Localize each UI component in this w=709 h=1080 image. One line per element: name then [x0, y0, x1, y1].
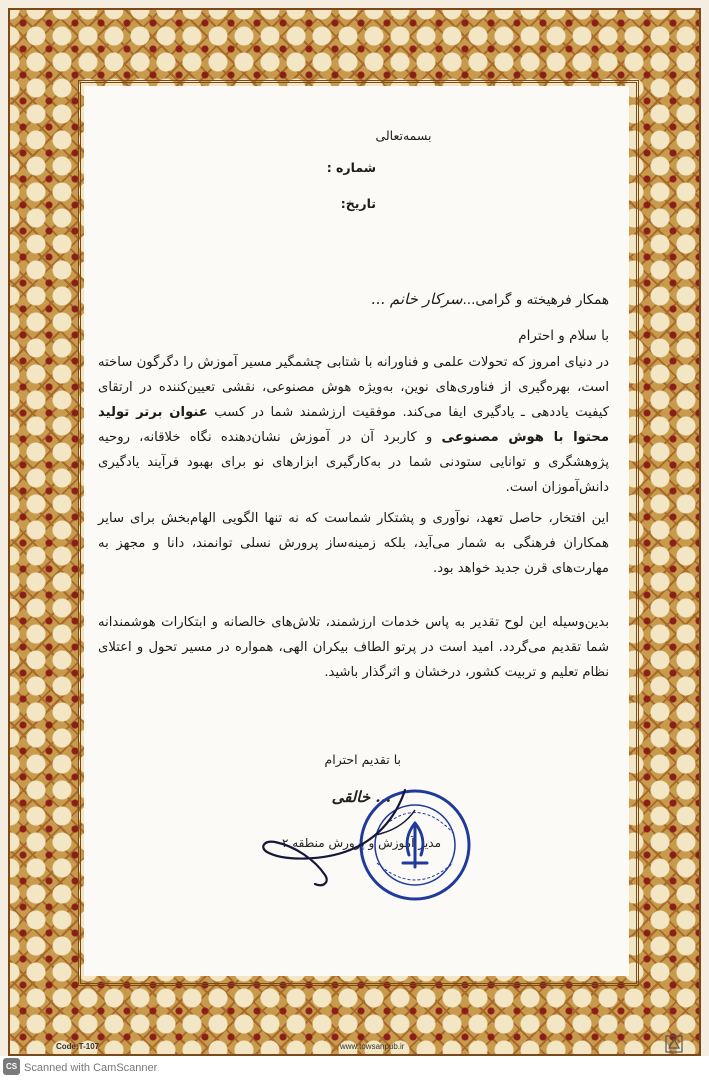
signer-name: ... خالقی [331, 788, 391, 806]
number-label: شماره : [326, 160, 376, 175]
paragraph-2: این افتخار، حاصل تعهد، نوآوری و پشتکار شماست که نه تنها الگویی الهام‌بخش برای سایر همکاران فرهنگی به شمار می‌آید، بلکه زمینه‌ساز پرورش نسلی توانمند، دانا و مجهز به مهارت‌های قرن جدید خواهد بود. [98, 511, 609, 576]
paragraph-1-text-b: و کاربرد آن در آموزش نشان‌دهنده نگاه خلاقانه، روحیه پژوهشگری و توانایی ستودنی شما در به‌کارگیری ابزارهای نو برای بهبود فرآیند یادگیری دانش‌آموزان است. [98, 430, 609, 495]
basmala-heading: بسمه‌تعالی [375, 128, 432, 143]
paragraph-3: بدین‌وسیله این لوح تقدیر به پاس خدمات ارزشمند، تلاش‌های خالصانه و ابتکارات هوشمندانه شما تقدیم می‌گردد. امید است در پرتو الطاف بیکران الهی، همواره در مسیر تحول و اعتلای نظام تعلیم و تربیت کشور، درخشان و اثرگذار باشید. [98, 615, 609, 680]
scanner-watermark-text: Scanned with CamScanner [24, 1062, 158, 1074]
paragraph-1-text-a: در دنیای امروز که تحولات علمی و فناورانه با شتابی چشمگیر مسیر آموزش را دگرگون ساخته است، بهره‌گیری از فناوری‌های نوین، به‌ویژه هوش مصنوعی، نقشی تعیین‌کننده در ارتقای کیفیت یاددهی ـ یادگیری ایفا می‌کند. موفقیت ارزشمند شما در کسب [98, 355, 610, 420]
salutation-prefix: همکار فرهیخته و گرامی [475, 292, 609, 308]
salutation-dots: ... [462, 292, 476, 308]
greeting: با سلام و احترام [518, 328, 609, 344]
closing-line: با تقدیم احترام [324, 752, 401, 767]
salutation-line [371, 290, 609, 308]
publisher-logo-icon [664, 1034, 684, 1054]
date-label: تاریخ: [340, 196, 376, 211]
form-code: Code:T-107 [56, 1042, 100, 1051]
handwritten-signature-icon [255, 780, 455, 890]
paragraph-1 [98, 350, 609, 500]
signer-title: مدیر آموزش و پرورش منطقه ۲ [281, 836, 441, 850]
paragraph-1-highlight: عنوان برتر تولید محتوا با هوش مصنوعی [98, 405, 609, 445]
camscanner-icon: CS [3, 1058, 20, 1075]
recipient-name: سرکار خانم ... [370, 290, 463, 308]
publisher-website: www.towsanpub.ir [340, 1042, 405, 1051]
